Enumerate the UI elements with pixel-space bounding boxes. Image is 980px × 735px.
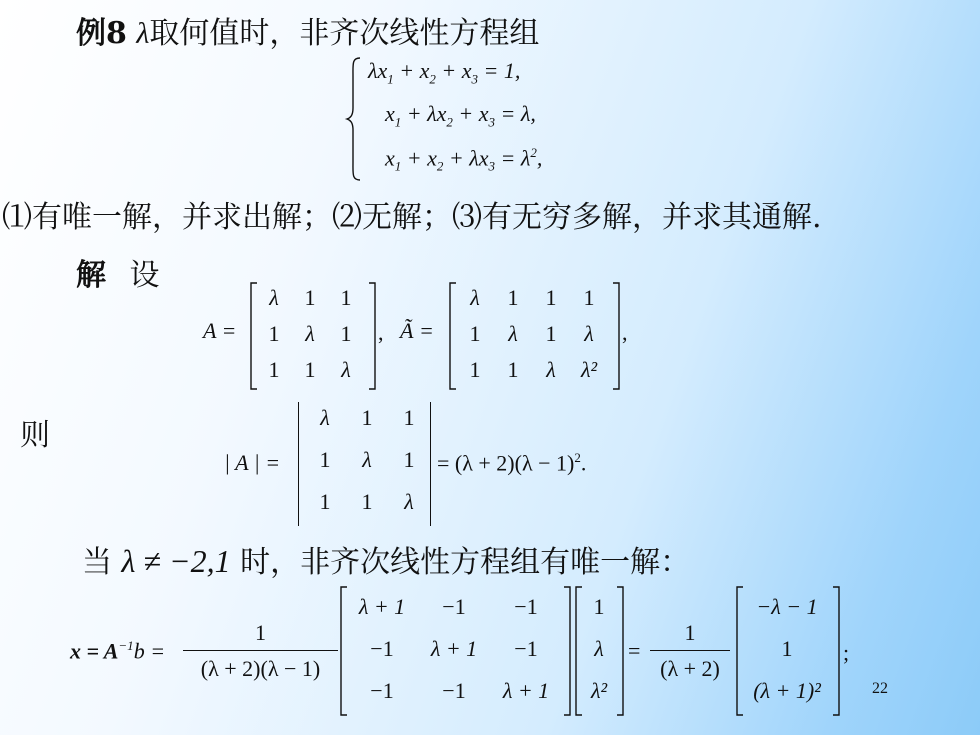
inverse-matrix-right-bracket (563, 586, 571, 716)
equation-1: $\lambda x_1 + x_2 + x_3 = 1$, (368, 58, 521, 87)
determinant-cell-1-0: 1 (319, 447, 331, 472)
inverse-matrix-cell-0-2: −1 (514, 594, 538, 619)
fraction-2-numerator: 1 (684, 620, 696, 645)
equation-2: $x_1 + \lambda x_2 + x_3 = \lambda$, (385, 101, 536, 130)
matrix-a-cell-2-2: λ (341, 357, 351, 382)
matrix-a-tilde-cell-0-2: 1 (545, 285, 557, 310)
fraction-1-line (183, 650, 338, 651)
condition-expression: λ ≠ −2,1 (121, 543, 231, 579)
matrix-a-tilde-cell-1-0: 1 (469, 321, 481, 346)
equation-3: $x_1 + x_2 + \lambda x_3 = \lambda^2$, (385, 145, 543, 174)
lambda-symbol: λ (136, 17, 150, 50)
determinant-cell-1-2: 1 (403, 447, 415, 472)
fraction-1-denominator: (λ + 2)(λ − 1) (200, 656, 321, 681)
matrix-a-cell-0-1: 1 (304, 285, 316, 310)
vector-b-cell-1-0: λ (594, 636, 604, 661)
determinant-cell-2-2: λ (404, 489, 414, 514)
fraction-2-denominator: (λ + 2) (660, 656, 720, 681)
inverse-matrix-cell-1-2: −1 (514, 636, 538, 661)
result-vector-cell-1-0: 1 (781, 636, 793, 661)
problem-statement (76, 8, 539, 52)
matrix-a-tilde-cell-1-1: λ (508, 321, 518, 346)
equals-sign: = (628, 638, 641, 663)
inverse-matrix-cell-1-0: −1 (370, 636, 394, 661)
inverse-matrix-cell-2-0: −1 (370, 678, 394, 703)
inverse-matrix-cell-0-0: λ + 1 (358, 594, 406, 619)
formula-end: ; (843, 640, 850, 665)
question-parts: ⑴有唯一解，并求出解；⑵无解；⑶有无穷多解，并求其通解. (2, 200, 822, 235)
result-vector-right-bracket (832, 586, 840, 716)
determinant-cell-0-2: 1 (403, 405, 415, 430)
inverse-matrix-cell-2-2: λ + 1 (502, 678, 550, 703)
system-left-brace (346, 56, 362, 182)
result-vector-cell-2-0: (λ + 1)² (753, 678, 821, 703)
inverse-matrix-cell-2-1: −1 (442, 678, 466, 703)
matrix-a-tilde-cell-1-3: λ (584, 321, 594, 346)
determinant-cell-0-1: 1 (361, 405, 373, 430)
determinant-cell-0-0: λ (320, 405, 330, 430)
determinant-result: = $(\lambda + 2)(\lambda - 1)^2$. (437, 450, 587, 476)
matrix-a-tilde-cell-2-0: 1 (469, 357, 481, 382)
matrix-a-cell-2-1: 1 (304, 357, 316, 382)
matrix-a-cell-0-2: 1 (340, 285, 352, 310)
determinant-cell-2-1: 1 (361, 489, 373, 514)
solution-lhs: $x = A^{-1}b$ = (70, 638, 166, 664)
matrix-a-tilde-cell-2-3: λ² (580, 357, 598, 382)
matrix-a-cell-2-0: 1 (268, 357, 280, 382)
condition-line: 当 λ ≠ −2,1 时，非齐次线性方程组有唯一解： (82, 543, 691, 580)
matrix-a-tilde-end: , (622, 320, 628, 345)
matrix-a-tilde-cell-2-2: λ (546, 357, 556, 382)
result-vector-cell-0-0: −λ − 1 (756, 594, 818, 619)
matrix-a-cell-1-1: λ (305, 321, 315, 346)
inverse-matrix-cell-1-1: λ + 1 (430, 636, 478, 661)
page-number: 22 (872, 680, 888, 697)
matrix-a-right-bracket (368, 282, 376, 390)
solution-heading (76, 250, 160, 294)
matrix-a-tilde-cell-1-2: 1 (545, 321, 557, 346)
determinant-right-bar (430, 402, 431, 526)
matrix-a-tilde-right-bracket (612, 282, 620, 390)
matrix-a-tilde-cell-0-3: 1 (583, 285, 595, 310)
matrix-a-cell-0-0: λ (269, 285, 279, 310)
vector-b-cell-0-0: 1 (593, 594, 605, 619)
question-text: 取何值时，非齐次线性方程组 (149, 16, 540, 51)
determinant-label: | A | = (224, 450, 281, 475)
matrix-a-tilde-cell-0-1: 1 (507, 285, 519, 310)
inverse-matrix-cell-0-1: −1 (442, 594, 466, 619)
matrix-a-tilde-label: Ã = (400, 318, 434, 343)
determinant-cell-1-1: λ (362, 447, 372, 472)
solution-label: 解 (76, 258, 106, 293)
matrix-a-cell-1-0: 1 (268, 321, 280, 346)
matrix-a-tilde-cell-2-1: 1 (507, 357, 519, 382)
matrix-a-label: A = (203, 318, 237, 343)
set-text: 设 (129, 258, 160, 293)
matrix-a-separator: , (378, 320, 384, 345)
matrix-a-cell-1-2: 1 (340, 321, 352, 346)
example-label: 例8 (76, 16, 127, 51)
matrix-a-tilde-cell-0-0: λ (470, 285, 480, 310)
fraction-2-line (650, 650, 730, 651)
determinant-cell-2-0: 1 (319, 489, 331, 514)
then-label: 则 (20, 418, 50, 453)
determinant-left-bar (298, 402, 299, 526)
fraction-1-numerator: 1 (255, 620, 266, 645)
vector-b-cell-2-0: λ² (590, 678, 608, 703)
vector-b-right-bracket (616, 586, 624, 716)
